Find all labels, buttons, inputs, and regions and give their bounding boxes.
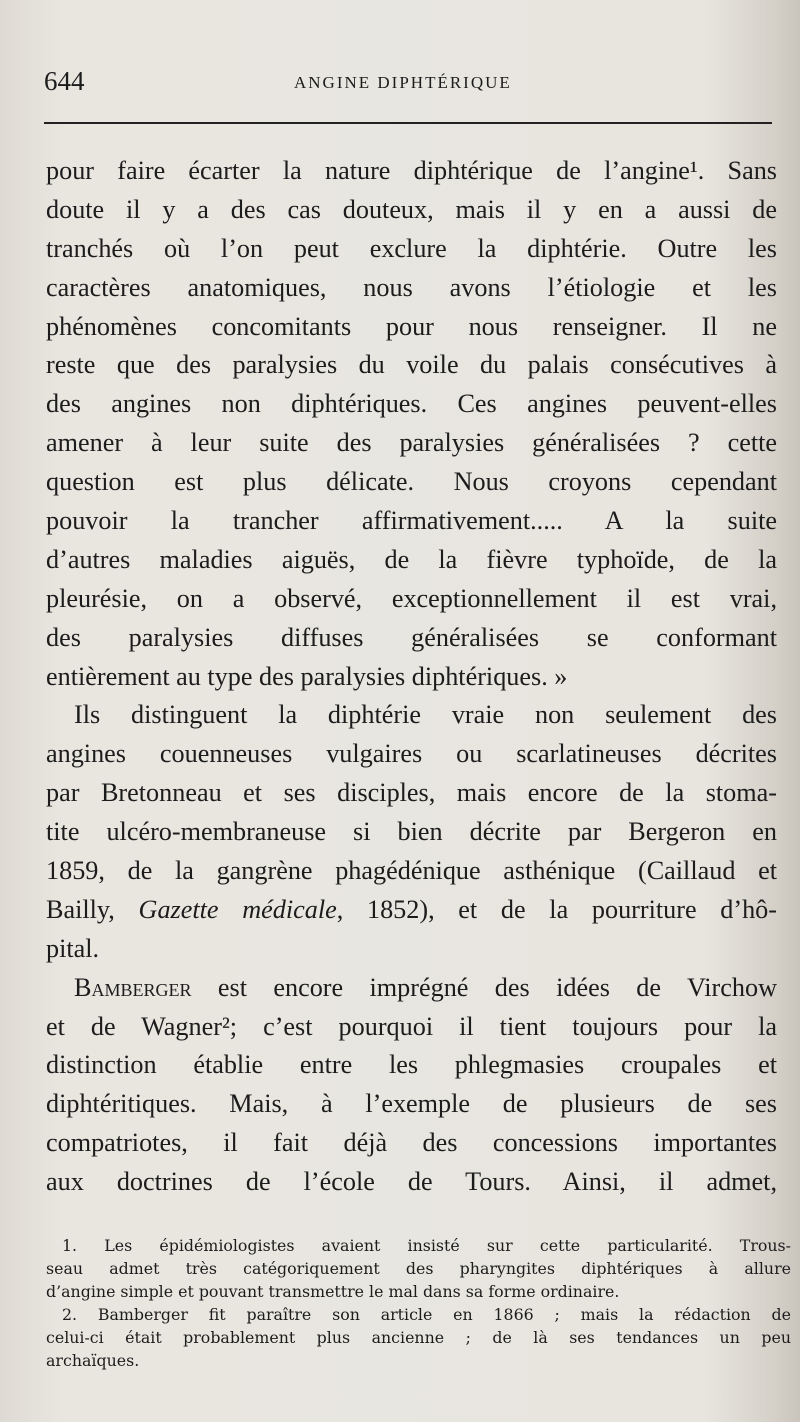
text-fragment: Bailly,	[46, 894, 115, 924]
text-line: amener à leur suite des paralysies généralisées ? cette	[46, 428, 777, 458]
text-line: tranchés où l’on peut exclure la diphtérie. Outre les	[46, 233, 777, 263]
page-number: 644	[44, 66, 85, 96]
footnote-line: d’angine simple et pouvant transmettre le mal dans sa forme ordinaire.	[46, 1282, 620, 1301]
text-line-composite	[46, 969, 777, 1008]
text-line: phénomènes concomitants pour nous renseigner. Il ne	[46, 311, 777, 341]
text-line: compatriotes, il fait déjà des concessions importantes	[46, 1128, 777, 1158]
text-line: 1859, de la gangrène phagédénique asthénique (Caillaud et	[46, 856, 777, 886]
text-line: reste que des paralysies du voile du palais consécutives à	[46, 350, 777, 380]
author-name: Bamberger	[74, 972, 192, 1002]
text-line: doute il y a des cas douteux, mais il y en a aussi de	[46, 194, 777, 224]
text-fragment: est encore imprégné des idées de Virchow	[217, 972, 777, 1002]
footnotes	[46, 1234, 791, 1372]
text-line: d’autres maladies aiguës, de la fièvre typhoïde, de la	[46, 544, 777, 574]
running-title: ANGINE DIPHTÉRIQUE	[294, 73, 512, 92]
text-line: pouvoir la trancher affirmativement..... A la suite	[46, 506, 777, 536]
footnote-line: seau admet très catégoriquement des pharyngites diphtériques à allure	[46, 1259, 791, 1278]
footnote-line: 2. Bamberger fit paraître son article en 1866 ; mais la rédaction de	[62, 1305, 791, 1324]
text-line: question est plus délicate. Nous croyons cependant	[46, 467, 777, 497]
text-line: des paralysies diffuses généralisées se conformant	[46, 622, 777, 652]
footnote-line: celui-ci était probablement plus ancienne ; de là ses tendances un peu	[46, 1328, 791, 1347]
text-fragment: , 1852), et de la pourriture d’hô-	[336, 894, 778, 924]
main-text	[46, 152, 777, 1202]
text-line: diphtéritiques. Mais, à l’exemple de plusieurs de ses	[46, 1089, 777, 1119]
journal-title: Gazette médicale	[138, 894, 337, 924]
text-line-composite	[46, 891, 777, 930]
text-line: tite ulcéro-membraneuse si bien décrite par Bergeron en	[46, 817, 777, 847]
footnote-line: archaïques.	[46, 1351, 140, 1370]
text-line: aux doctrines de l’école de Tours. Ainsi, il admet,	[46, 1167, 777, 1197]
footnote-line: 1. Les épidémiologistes avaient insisté sur cette particularité. Trous-	[62, 1236, 791, 1255]
text-line: par Bretonneau et ses disciples, mais encore de la stoma-	[46, 778, 777, 808]
page-header	[44, 66, 774, 98]
text-line: angines couenneuses vulgaires ou scarlatineuses décrites	[46, 739, 777, 769]
text-line: entièrement au type des paralysies diphtériques. »	[46, 661, 568, 691]
text-line: caractères anatomiques, nous avons l’étiologie et les	[46, 272, 777, 302]
text-line: des angines non diphtériques. Ces angines peuvent-elles	[46, 389, 777, 419]
text-line: pour faire écarter la nature diphtérique de l’angine¹. Sans	[46, 156, 777, 185]
header-rule	[44, 122, 772, 124]
text-line: pital.	[46, 933, 100, 963]
text-line: et de Wagner²; c’est pourquoi il tient toujours pour la	[46, 1011, 777, 1041]
text-line: pleurésie, on a observé, exceptionnellement il est vrai,	[46, 583, 777, 613]
text-line: Ils distinguent la diphtérie vraie non seulement des	[74, 700, 777, 730]
text-line: distinction établie entre les phlegmasies croupales et	[46, 1050, 777, 1080]
